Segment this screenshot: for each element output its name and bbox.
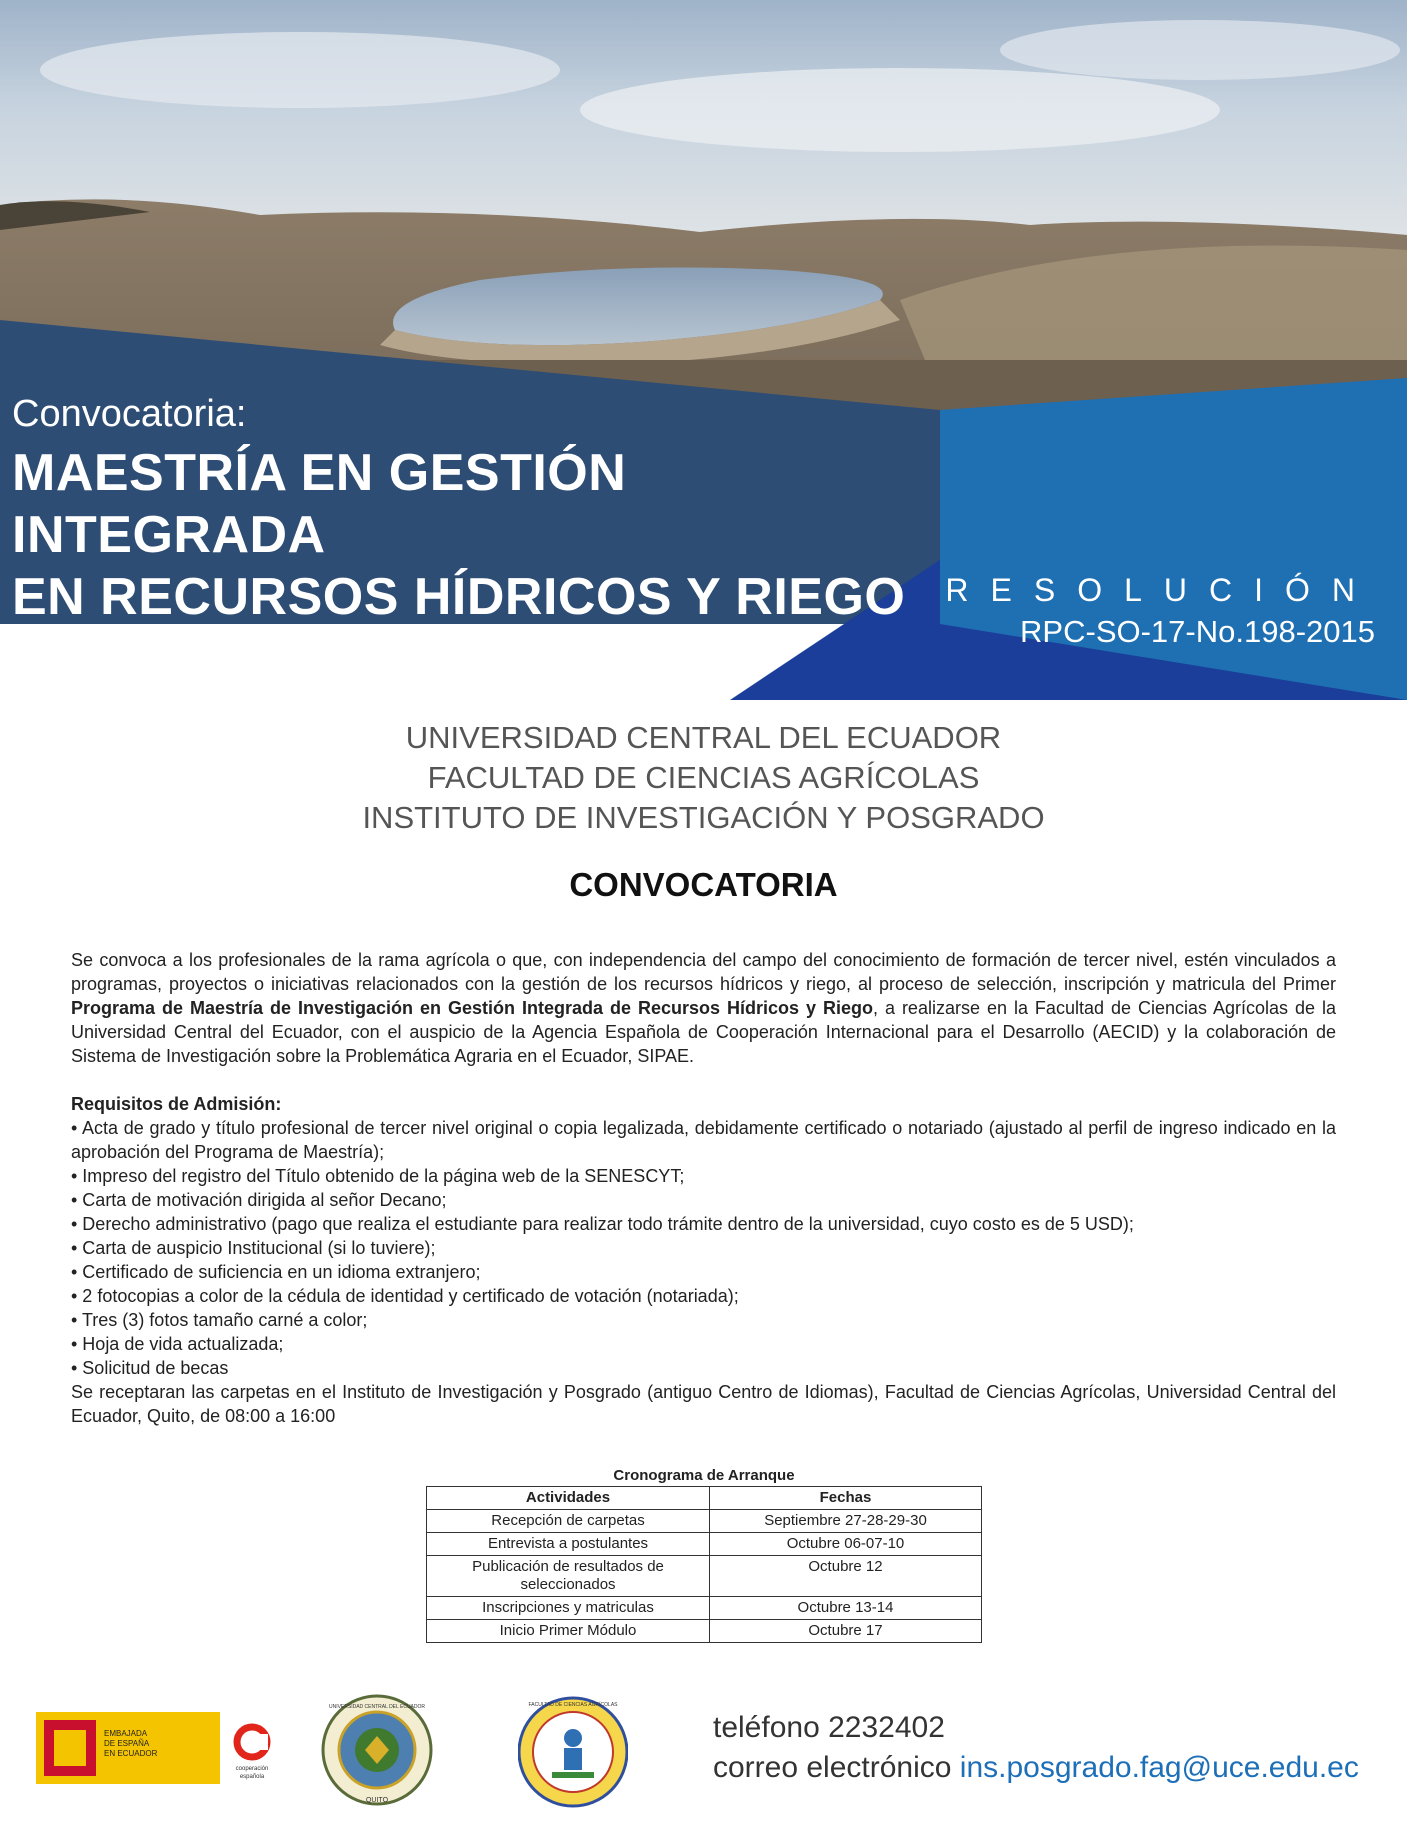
fca-seal-text: FACULTAD DE CIENCIAS AGRÍCOLAS [528,1702,618,1708]
embassy-line: DE ESPAÑA [104,1739,150,1748]
page-bg-strip [0,624,730,700]
program-name: Programa de Maestría de Investigación en Gestión Integrada de Recursos Hídricos y Riego [71,998,873,1018]
activity-cell: Inscripciones y matriculas [427,1597,710,1620]
schedule-table [426,1486,982,1643]
title-line-2: EN RECURSOS HÍDRICOS Y RIEGO [12,568,906,626]
table-row [427,1620,982,1643]
main-content [71,948,1336,1428]
date-cell: Septiembre 27-28-29-30 [710,1510,982,1533]
date-cell: Octubre 12 [710,1556,982,1597]
email-label: correo electrónico [713,1751,952,1784]
cooperation-line: española [239,1774,265,1780]
activity-cell: Publicación de resultados de seleccionados [427,1556,710,1597]
list-item: • Tres (3) fotos tamaño carné a color; [71,1310,368,1330]
fca-seal [518,1690,628,1816]
embassy-line: EMBAJADA [104,1729,148,1738]
list-item: • Impreso del registro del Título obtenido de la página web de la SENESCYT; [71,1166,685,1186]
institution-line-3: INSTITUTO DE INVESTIGACIÓN Y POSGRADO [362,800,1045,835]
email-line [713,1748,1359,1788]
date-cell: Octubre 06-07-10 [710,1533,982,1556]
date-cell: Octubre 13-14 [710,1597,982,1620]
uce-seal-city: QUITO [365,1797,389,1804]
list-item: • Certificado de suficiencia en un idioma extranjero; [71,1262,481,1282]
institution-block [0,718,1407,838]
resolution-number: RPC-SO-17-No.198-2015 [1020,614,1375,649]
institution-line-2: FACULTAD DE CIENCIAS AGRÍCOLAS [427,760,980,795]
schedule-title: Cronograma de Arranque [613,1467,795,1484]
column-header-activities: Actividades [427,1487,710,1510]
uce-seal-text: UNIVERSIDAD CENTRAL DEL ECUADOR [328,1704,426,1710]
activity-cell: Entrevista a postulantes [427,1533,710,1556]
uce-seal [320,1690,434,1816]
list-item: • Solicitud de becas [71,1358,229,1378]
intro-text-end: , a realizarse en la Facultad de Ciencias Agrícolas de la Universidad Central del Ecuador, con el auspicio de la Agencia Española de Cooperación Internacional para el Desarrollo (AECID) y la colaboración de Sistema de Investigación sobre la Problemática Agraria en el Ecuador, SIPAE. [71,998,1336,1066]
list-item: • Hoja de vida actualizada; [71,1334,284,1354]
intro-paragraph [71,948,1336,1068]
list-item: • Acta de grado y título profesional de tercer nivel original o copia legalizada, debidamente certificado o notariado (ajustado al perfil de ingreso indicado en la aprobación del Programa de Maestría); [71,1118,1336,1162]
cloud [580,68,1220,152]
table-row [427,1556,982,1597]
table-header-row [427,1487,982,1510]
schedule [426,1466,982,1643]
reception-paragraph: Se receptaran las carpetas en el Instituto de Investigación y Posgrado (antiguo Centro de Idiomas), Facultad de Ciencias Agrícolas, Universidad Central del Ecuador, Quito, de 08:00 a 16:00 [71,1382,1336,1426]
phone-line [713,1708,1359,1748]
intro-text-start: Se convoca a los profesionales de la rama agrícola o que, con independencia del campo del conocimiento de formación de tercer nivel, estén vinculados a programas, proyectos o iniciativas relacionados con la gestión de los recursos hídricos y riego, al proceso de selección, inscripción y matricula del Primer [71,950,1336,994]
table-row [427,1597,982,1620]
date-cell: Octubre 17 [710,1620,982,1643]
resolution-label: RESOLUCIÓN [945,572,1377,608]
cooperation-line: cooperación [235,1766,269,1772]
embassy-spain-logo [36,1712,284,1784]
institution-line-1: UNIVERSIDAD CENTRAL DEL ECUADOR [405,720,1002,755]
table-row [427,1510,982,1533]
list-item: • 2 fotocopias a color de la cédula de identidad y certificado de votación (notariada); [71,1286,739,1306]
embassy-line: EN ECUADOR [104,1749,158,1758]
activity-cell: Recepción de carpetas [427,1510,710,1533]
title-block [12,392,932,628]
cloud [40,32,560,108]
table-row [427,1533,982,1556]
convocatoria-heading: CONVOCATORIA [569,866,838,903]
title-line-1: MAESTRÍA EN GESTIÓN INTEGRADA [12,444,627,564]
cloud [1000,20,1400,80]
phone-number: 2232402 [828,1711,945,1744]
activity-cell: Inicio Primer Módulo [427,1620,710,1643]
contact-block [713,1708,1359,1788]
page-title [12,442,932,628]
list-item: • Derecho administrativo (pago que realiza el estudiante para realizar todo trámite dentro de la universidad, cuyo costo es de 5 USD); [71,1214,1134,1234]
phone-label: teléfono [713,1711,820,1744]
email-link[interactable]: ins.posgrado.fag@uce.edu.ec [959,1751,1359,1784]
list-item: • Carta de motivación dirigida al señor Decano; [71,1190,447,1210]
title-kicker: Convocatoria: [12,393,247,435]
requirements-list [71,1116,1336,1380]
list-item: • Carta de auspicio Institucional (si lo tuviere); [71,1238,436,1258]
requirements-title: Requisitos de Admisión: [71,1094,282,1114]
column-header-dates: Fechas [710,1487,982,1510]
